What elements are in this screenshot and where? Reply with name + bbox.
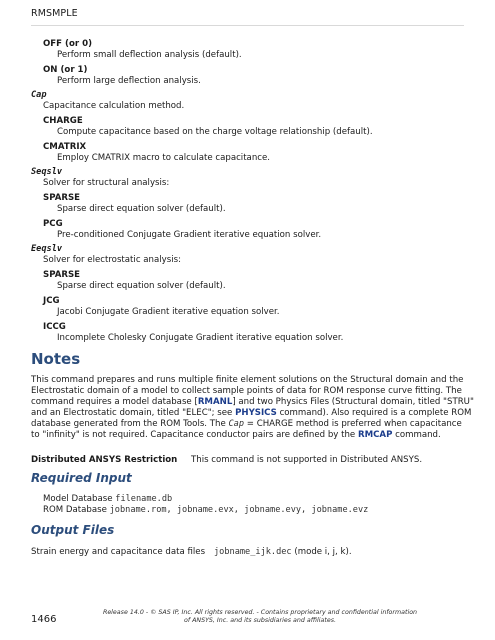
option-sparse-elec-desc: Sparse direct equation solver (default). <box>57 281 226 291</box>
physics-link[interactable]: PHYSICS <box>235 408 277 418</box>
restriction-text: This command is not supported in Distributed ANSYS. <box>191 455 423 465</box>
output-files-line <box>214 547 352 558</box>
notes-heading: Notes <box>31 350 81 368</box>
notes-paragraph <box>31 375 474 441</box>
rom-database-files: jobname.rom, jobname.evx, jobname.evy, jobname.evz <box>109 505 369 515</box>
option-off: OFF (or 0) <box>43 39 93 49</box>
rom-database-line <box>43 505 368 516</box>
option-cmatrix: CMATRIX <box>43 142 87 152</box>
notes-line-2: Electrostatic domain of a model to collect sample points of data for ROM response curve fitting. The <box>31 386 462 396</box>
option-charge: CHARGE <box>43 116 83 126</box>
restriction-label: Distributed ANSYS Restriction <box>31 455 178 465</box>
arg-seqslv: Seqslv <box>31 167 63 177</box>
required-input-heading: Required Input <box>31 471 132 485</box>
option-iccg-desc: Incomplete Cholesky Conjugate Gradient iterative equation solver. <box>57 333 344 343</box>
option-pcg: PCG <box>43 219 63 229</box>
output-file-name: jobname_ijk.dec <box>214 547 292 557</box>
option-sparse-elec: SPARSE <box>43 270 81 280</box>
notes-line-3 <box>31 397 474 408</box>
output-files-label: Strain energy and capacitance data files <box>31 547 206 557</box>
notes-text: and an Electrostatic domain, titled "ELEC"; see <box>31 408 236 418</box>
rmanl-link[interactable]: RMANL <box>197 397 233 407</box>
notes-line-6 <box>31 430 471 441</box>
option-cmatrix-desc: Employ CMATRIX macro to calculate capacitance. <box>57 153 271 163</box>
notes-text: = CHARGE method is preferred when capacitance <box>244 419 462 429</box>
notes-text: command. <box>392 430 441 440</box>
notes-text: database generated from the ROM Tools. The <box>31 419 229 429</box>
running-header: RMSMPLE <box>31 8 78 19</box>
model-database-file: filename.db <box>115 494 173 504</box>
notes-line-4 <box>31 408 471 419</box>
cap-inline: Cap <box>228 419 245 429</box>
model-database-label: Model Database <box>43 494 116 504</box>
notes-text: command). Also required is a complete ROM <box>276 408 472 418</box>
output-file-suffix: (mode i, j, k). <box>291 547 352 557</box>
rom-database-label: ROM Database <box>43 505 110 515</box>
header-rule <box>31 25 464 26</box>
rmcap-link[interactable]: RMCAP <box>357 430 393 440</box>
option-jcg-desc: Jacobi Conjugate Gradient iterative equation solver. <box>57 307 280 317</box>
arg-cap-desc: Capacitance calculation method. <box>43 101 185 111</box>
arg-cap: Cap <box>31 90 47 100</box>
page-number: 1466 <box>31 614 57 625</box>
option-on-desc: Perform large deflection analysis. <box>57 76 201 86</box>
notes-line-5 <box>31 419 471 430</box>
notes-text: command requires a model database [ <box>31 397 198 407</box>
footer-line-1: Release 14.0 - © SAS IP, Inc. All rights reserved. - Contains proprietary and confidential information <box>102 609 418 616</box>
footer-copyright <box>100 609 420 625</box>
notes-text: ] and two Physics Files (Structural domain, titled "STRU" <box>232 397 474 407</box>
output-files-heading: Output Files <box>31 523 115 537</box>
arg-eeqslv: Eeqslv <box>31 244 63 254</box>
option-sparse-struct: SPARSE <box>43 193 81 203</box>
notes-text: to "infinity" is not required. Capacitance conductor pairs are defined by the <box>31 430 358 440</box>
option-pcg-desc: Pre-conditioned Conjugate Gradient iterative equation solver. <box>57 230 322 240</box>
notes-line-1: This command prepares and runs multiple finite element solutions on the Structural domain and the <box>31 375 464 385</box>
option-jcg: JCG <box>43 296 60 306</box>
option-iccg: ICCG <box>43 322 66 332</box>
footer-line-2: of ANSYS, Inc. and its subsidiaries and affiliates. <box>184 617 336 624</box>
arg-seqslv-desc: Solver for structural analysis: <box>43 178 170 188</box>
option-off-desc: Perform small deflection analysis (default). <box>57 50 242 60</box>
option-on: ON (or 1) <box>43 65 88 75</box>
arg-eeqslv-desc: Solver for electrostatic analysis: <box>43 255 181 265</box>
option-sparse-struct-desc: Sparse direct equation solver (default). <box>57 204 226 214</box>
option-charge-desc: Compute capacitance based on the charge voltage relationship (default). <box>57 127 373 137</box>
model-database-line <box>43 494 172 505</box>
